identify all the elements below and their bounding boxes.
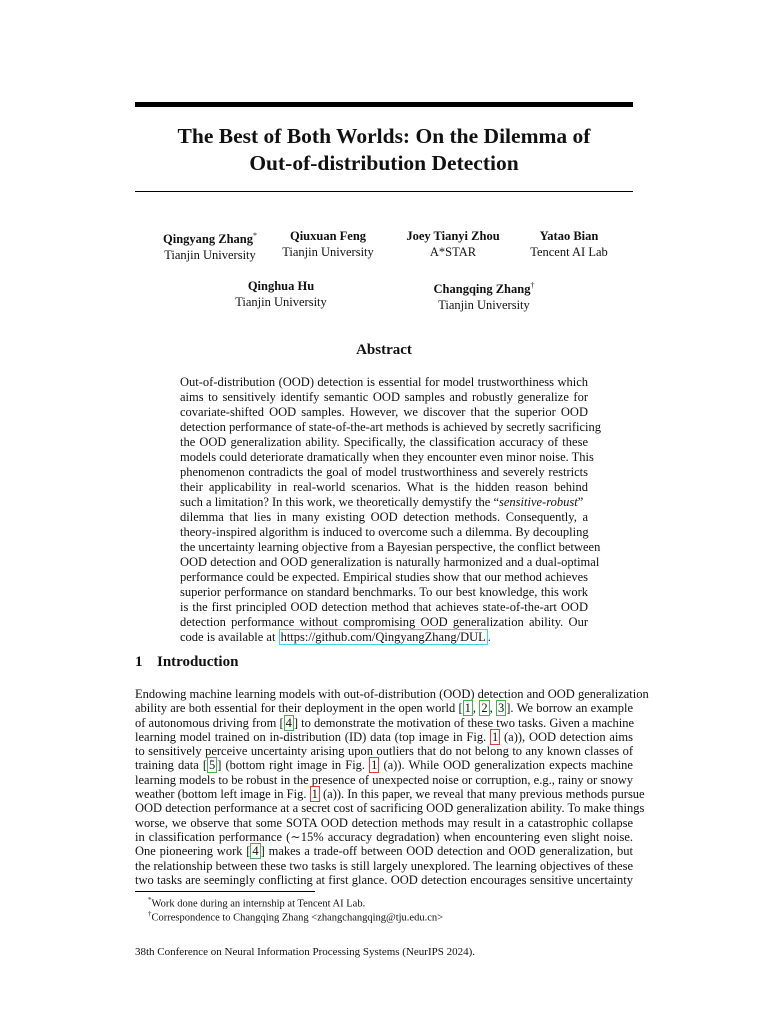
section-heading (135, 654, 238, 671)
author-block (422, 278, 546, 313)
introduction-text (135, 687, 649, 887)
author-block (222, 278, 340, 310)
footnote: *Work done during an internship at Tencent AI Lab. (148, 896, 366, 910)
figure-link[interactable]: 1 (491, 729, 499, 744)
figure-link[interactable]: 1 (311, 787, 318, 802)
intro-line: OOD detection performance at a secret cost of sacrificing OOD generalization ability. To make things (135, 801, 645, 816)
intro-line: in classification performance (∼15% accuracy degradation) when encountering even slight noise. (135, 829, 633, 844)
paper-title (135, 123, 633, 177)
author-name: Joey Tianyi Zhou (406, 229, 500, 243)
abstract-line: superior performance on standard benchmarks. To our best knowledge, this work (180, 585, 588, 599)
author-name: Qinghua Hu (247, 279, 315, 293)
author-affiliation: Tianjin University (438, 298, 530, 313)
intro-line: of autonomous driving from [ 4 ] to demonstrate the motivation of these two tasks. Given a machine (135, 715, 635, 730)
intro-line: Endowing machine learning models with out-of-distribution (OOD) detection and OOD generalization (135, 687, 649, 701)
abstract-emphasis: sensitive-robust (499, 495, 578, 509)
title-top-rule (135, 102, 633, 107)
footnote-rule (135, 891, 315, 892)
abstract-line: is the first principled OOD detection method that achieves state-of-the-art OOD (180, 600, 588, 614)
intro-line: ability are both essential for their deployment in the open world [ 1 , 2 , 3 ]. We borrow an example (135, 701, 633, 716)
intro-line: worse, we observe that some SOTA OOD detection methods may result in a catastrophic collapse (135, 815, 633, 830)
author-block (148, 228, 272, 263)
author-affiliation: Tianjin University (282, 245, 374, 259)
title-line-2: Out-of-distribution Detection (249, 151, 519, 175)
title-bottom-rule (135, 191, 633, 192)
author-name: Qingyang Zhang* (163, 231, 257, 247)
author-affiliation: Tencent AI Lab (530, 245, 608, 259)
citation-link[interactable]: 1 (464, 701, 471, 716)
abstract-line: theory-inspired algorithm is induced to overcome such a dilemma. By decoupling (180, 525, 589, 539)
intro-line: two tasks are seemingly conflicting at first glance. OOD detection encourages sensitive uncertainty (135, 872, 633, 887)
code-link[interactable]: https://github.com/QingyangZhang/DUL (280, 630, 486, 644)
abstract-line: code is available at https://github.com/QingyangZhang/DUL . (180, 630, 491, 644)
abstract-line: such a limitation? In this work, we theoretically demystify the “sensitive-robust” (180, 495, 584, 509)
abstract-text (180, 375, 601, 645)
abstract-line: performance could be expected. Empirical studies show that our method achieves (180, 570, 588, 584)
author-affiliation: A*STAR (429, 245, 477, 259)
abstract-line: models could deteriorate dramatically when they encounter even minor noise. This (180, 450, 594, 464)
author-block (518, 228, 620, 260)
abstract-line: detection performance of state-of-the-art methods is achieved by secretly sacrificing (180, 420, 601, 434)
abstract-line: their applicability in real-world scenarios. What is the hidden reason behind (180, 480, 588, 494)
author-block (395, 228, 511, 260)
abstract-line: covariate-shifted OOD samples. However, we discover that the superior OOD (180, 405, 588, 419)
citation-link[interactable]: 2 (481, 701, 488, 716)
abstract-line: detection performance without compromising OOD generalization ability. Our (180, 615, 588, 629)
intro-line: the relationship between these two tasks is still largely unexplored. The learning objectives of these (135, 858, 633, 873)
author-affiliation: Tianjin University (235, 295, 327, 309)
title-line-1: The Best of Both Worlds: On the Dilemma of (177, 124, 591, 148)
section-title: Introduction (157, 654, 239, 670)
footnote: †Correspondence to Changqing Zhang <zhangchangqing@tju.edu.cn> (148, 910, 444, 924)
abstract-heading: Abstract (356, 342, 412, 358)
author-name: Qiuxuan Feng (289, 229, 367, 243)
intro-line: learning model trained on in-distribution (ID) data (top image in Fig. 1 (a)), OOD detection aims (135, 729, 633, 744)
section-number: 1 (135, 654, 143, 670)
intro-line: to sensitively perceive uncertainty arising upon outliers that do not belong to any known classes of (135, 744, 633, 759)
abstract-line: OOD detection and OOD generalization is naturally harmonized and a dual-optimal (180, 555, 600, 569)
citation-link[interactable]: 4 (285, 715, 292, 730)
citation-link[interactable]: 5 (209, 758, 216, 773)
abstract-line: phenomenon contradicts the goal of model trustworthiness and severely restricts (180, 465, 588, 479)
abstract-line: dilemma that lies in many existing OOD detection methods. Consequently, a (180, 510, 588, 524)
author-name: Yatao Bian (539, 229, 599, 243)
citation-link[interactable]: 4 (252, 844, 259, 859)
abstract-line: the uncertainty learning objective from a Bayesian perspective, the conflict between (180, 540, 601, 554)
citation-link[interactable]: 3 (497, 701, 505, 716)
intro-line: training data [ 5 ] (bottom right image in Fig. 1 (a)). While OOD generalization expects machine (135, 758, 633, 773)
author-name: Changqing Zhang† (433, 281, 535, 297)
author-affiliation: Tianjin University (164, 248, 256, 263)
intro-line: One pioneering work [ 4 ] makes a trade-off between OOD detection and OOD generalization, but (135, 844, 633, 859)
intro-line: weather (bottom left image in Fig. 1 (a)). In this paper, we reveal that many previous methods pursue (135, 787, 645, 802)
abstract-line: the OOD generalization ability. Specifically, the classification accuracy of these (180, 435, 588, 449)
abstract-line: aims to sensitively identify semantic OOD samples and robustly generalize for (180, 390, 588, 404)
figure-link[interactable]: 1 (371, 758, 378, 773)
conference-footer: 38th Conference on Neural Information Processing Systems (NeurIPS 2024). (135, 946, 476, 958)
author-block (270, 228, 386, 260)
abstract-line: Out-of-distribution (OOD) detection is essential for model trustworthiness which (180, 375, 588, 389)
intro-line: learning models to be robust in the presence of unexpected noise or corruption, e.g., rainy or snowy (135, 772, 633, 787)
